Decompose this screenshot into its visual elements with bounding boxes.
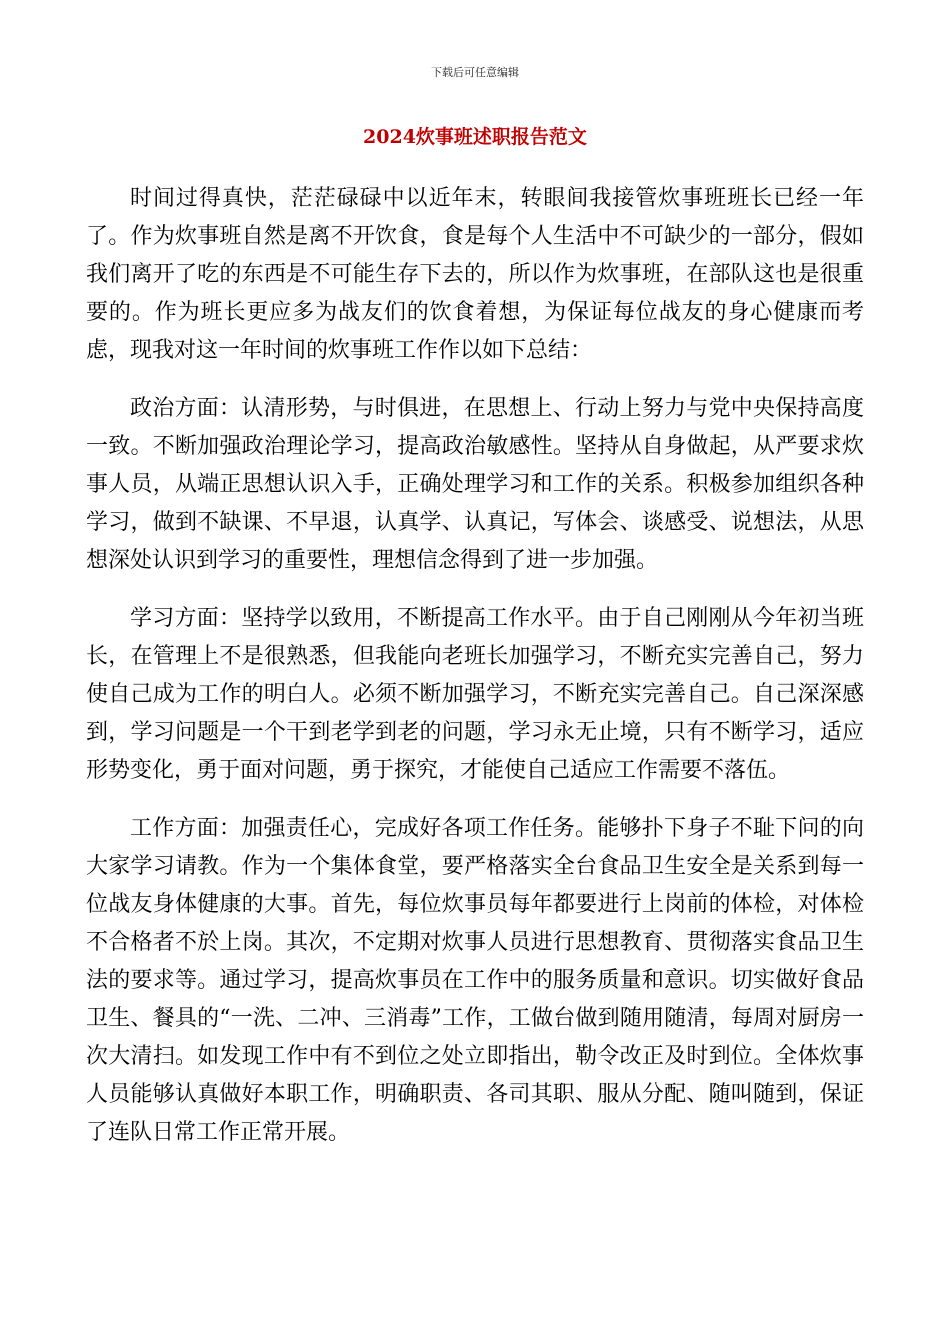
document-body (86, 180, 864, 1172)
document-title: 2024炊事班述职报告范文 (363, 126, 587, 148)
header-note: 下载后可任意编辑 (431, 66, 519, 79)
paragraph-work: 工作方面：加强责任心，完成好各项工作任务。能够扑下身子不耻下问的向大家学习请教。作为一个集体食堂，要严格落实全台食品卫生安全是关系到每一位战友身体健康的大事。首先，每位炊事员每年都要进行上岗前的体检，对体检不合格者不於上岗。其次，不定期对炊事人员进行思想教育、贯彻落实食品卫生法的要求等。通过学习，提高炊事员在工作中的服务质量和意识。切实做好食品卫生、餐具的“一洗、二冲、三消毒”工作，工做台做到随用随清，每周对厨房一次大清扫。如发现工作中有不到位之处立即指出，勒令改正及时到位。全体炊事人员能够认真做好本职工作，明确职责、各司其职、服从分配、随叫随到，保证了连队日常工作正常开展。 (86, 816, 864, 1145)
paragraph-intro: 时间过得真快，茫茫碌碌中以近年末，转眼间我接管炊事班班长已经一年了。作为炊事班自然是离不开饮食，食是每个人生活中不可缺少的一部分，假如我们离开了吃的东西是不可能生存下去的，所以作为炊事班，在部队这也是很重要的。作为班长更应多为战友们的饮食着想，为保证每位战友的身心健康而考虑，现我对这一年时间的炊事班工作作以如下总结： (86, 186, 864, 363)
paragraph-politics: 政治方面：认清形势，与时俱进，在思想上、行动上努力与党中央保持高度一致。不断加强政治理论学习，提高政治敏感性。坚持从自身做起，从严要求炊事人员，从端正思想认识入手，正确处理学习和工作的关系。积极参加组织各种学习，做到不缺课、不早退，认真学、认真记，写体会、谈感受、说想法，从思想深处认识到学习的重要性，理想信念得到了进一步加强。 (86, 396, 864, 573)
paragraph-study: 学习方面：坚持学以致用，不断提高工作水平。由于自己刚刚从今年初当班长，在管理上不是很熟悉，但我能向老班长加强学习，不断充实完善自己，努力使自己成为工作的明白人。必须不断加强学习，不断充实完善自己。自己深深感到，学习问题是一个干到老学到老的问题，学习永无止境，只有不断学习，适应形势变化，勇于面对问题，勇于探究，才能使自己适应工作需要不落伍。 (86, 606, 864, 783)
